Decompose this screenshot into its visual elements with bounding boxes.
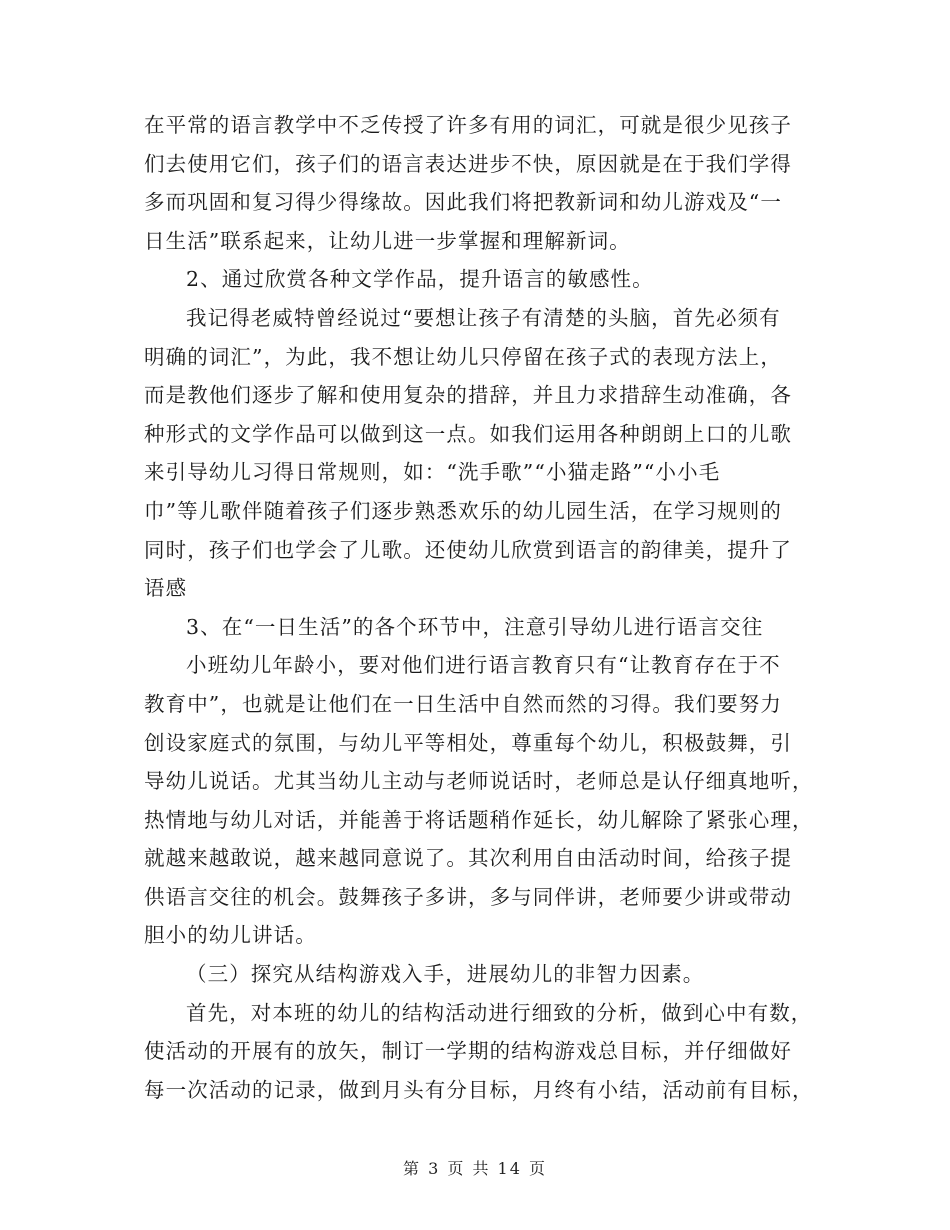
- section-heading: 2、通过欣赏各种文学作品，提升语言的敏感性。: [186, 267, 654, 292]
- text-line: 同时，孩子们也学会了儿歌。还使幼儿欣赏到语言的韵律美，提升了: [144, 537, 792, 562]
- text-line: 首先，对本班的幼儿的结构活动进行细致的分析，做到心中有数，: [186, 1000, 813, 1025]
- section-heading: 3、在“一日生活”的各个环节中，注意引导幼儿进行语言交往: [186, 614, 764, 639]
- text-line: 就越来越敢说，越来越同意说了。其次利用自由活动时间，给孩子提: [144, 846, 792, 871]
- text-line: 在平常的语言教学中不乏传授了许多有用的词汇，可就是很少见孩子: [144, 113, 792, 137]
- text-line: 供语言交往的机会。鼓舞孩子多讲，多与同伴讲，老师要少讲或带动: [144, 884, 792, 909]
- text-line: 我记得老威特曾经说过“要想让孩子有清楚的头脑，首先必须有: [186, 305, 781, 330]
- text-line: 胆小的幼儿讲话。: [144, 923, 317, 948]
- page-number-footer: 第 3 页 共 14 页: [403, 1159, 547, 1178]
- text-line: 使活动的开展有的放矢，制订一学期的结构游戏总目标，并仔细做好: [144, 1039, 792, 1064]
- text-line: 小班幼儿年龄小，要对他们进行语言教育只有“让教育存在于不: [186, 653, 781, 678]
- text-line: 导幼儿说话。尤其当幼儿主动与老师说话时，老师总是认仔细真地听，: [144, 769, 814, 794]
- section-heading: （三）探究从结构游戏入手，进展幼儿的非智力因素。: [186, 962, 705, 987]
- text-line: 们去使用它们，孩子们的语言表达进步不快，原因就是在于我们学得: [144, 151, 792, 176]
- text-line: 创设家庭式的氛围，与幼儿平等相处，尊重每个幼儿，积极鼓舞，引: [144, 730, 792, 755]
- text-line: 巾”等儿歌伴随着孩子们逐步熟悉欢乐的幼儿园生活，在学习规则的: [144, 498, 782, 523]
- text-line: 教育中”，也就是让他们在一日生活中自然而然的习得。我们要努力: [144, 691, 782, 716]
- text-line: 明确的词汇”，为此，我不想让幼儿只停留在孩子式的表现方法上，: [144, 344, 782, 369]
- text-line: 来引导幼儿习得日常规则，如：“洗手歌”“小猫走路”“小小毛: [144, 460, 721, 485]
- text-line: 而是教他们逐步了解和使用复杂的措辞，并且力求措辞生动准确，各: [144, 383, 792, 408]
- document-body: [144, 106, 814, 1109]
- text-line: 日生活”联系起来，让幼儿进一步掌握和理解新词。: [144, 228, 631, 253]
- text-line: 热情地与幼儿对话，并能善于将话题稍作延长，幼儿解除了紧张心理，: [144, 807, 814, 832]
- text-line: 每一次活动的记录，做到月头有分目标，月终有小结，活动前有目标，: [144, 1077, 814, 1102]
- text-line: 种形式的文学作品可以做到这一点。如我们运用各种朗朗上口的儿歌: [144, 421, 792, 446]
- text-line: 语感: [144, 576, 188, 601]
- text-line: 多而巩固和复习得少得缘故。因此我们将把教新词和幼儿游戏及“一: [144, 190, 782, 215]
